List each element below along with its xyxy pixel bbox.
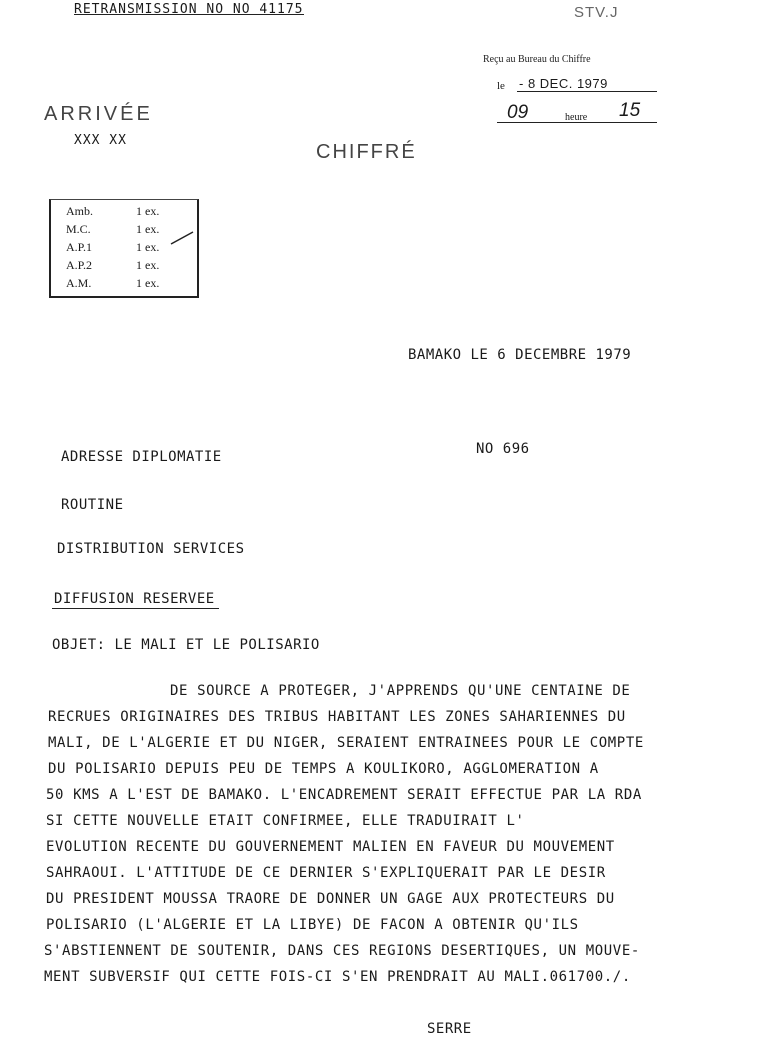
distribution-row: [66, 222, 186, 237]
distribution-dest: M.C.: [66, 222, 91, 236]
body-line: DE SOURCE A PROTEGER, J'APPRENDS QU'UNE CENTAINE DE: [170, 683, 631, 699]
distribution-box: [49, 199, 199, 298]
distribution-row: [66, 240, 186, 255]
arrivee-stamp: ARRIVÉE: [44, 103, 153, 125]
subject-line: OBJET: LE MALI ET LE POLISARIO: [52, 637, 320, 653]
distribution-qty: 1 ex.: [136, 222, 160, 236]
reception-time-line: [497, 102, 657, 126]
distribution-row: [66, 204, 186, 219]
place-and-date: BAMAKO LE 6 DECEMBRE 1979: [408, 347, 632, 363]
chiffre-stamp: CHIFFRÉ: [316, 141, 417, 163]
reception-minutes: 15: [619, 100, 641, 121]
body-line: S'ABSTIENNENT DE SOUTENIR, DANS CES REGIONS DESERTIQUES, UN MOUVE-: [44, 943, 640, 959]
reception-hour-label: heure: [565, 112, 588, 123]
body-line: SI CETTE NOUVELLE ETAIT CONFIRMEE, ELLE TRADUIRAIT L': [46, 813, 525, 829]
distribution-qty: 1 ex.: [136, 240, 160, 254]
priority-line: ROUTINE: [61, 497, 124, 513]
distribution-dest: A.P.1: [66, 240, 93, 254]
reception-date-prefix: le: [497, 80, 505, 92]
check-mark-icon: [169, 230, 195, 248]
body-line: DU PRESIDENT MOUSSA TRAORE DE DONNER UN GAGE AUX PROTECTEURS DU: [46, 891, 615, 907]
body-line: MENT SUBVERSIF QUI CETTE FOIS-CI S'EN PRENDRAIT AU MALI.061700./.: [44, 969, 631, 985]
reception-hour: 09: [507, 102, 529, 123]
signature: SERRE: [427, 1021, 472, 1037]
distribution-row: [66, 276, 186, 291]
body-line: DU POLISARIO DEPUIS PEU DE TEMPS A KOULIKORO, AGGLOMERATION A: [48, 761, 599, 777]
corner-handwritten-mark: STV.J: [574, 4, 619, 21]
diffusion-line: DIFFUSION RESERVEE: [54, 591, 215, 607]
distribution-qty: 1 ex.: [136, 276, 160, 290]
retransmission-header: RETRANSMISSION NO NO 41175: [74, 2, 304, 17]
body-line: SAHRAOUI. L'ATTITUDE DE CE DERNIER S'EXPLIQUERAIT PAR LE DESIR: [46, 865, 606, 881]
arrivee-code: XXX XX: [74, 133, 127, 148]
message-number: NO 696: [476, 441, 530, 457]
body-line: EVOLUTION RECENTE DU GOUVERNEMENT MALIEN EN FAVEUR DU MOUVEMENT: [46, 839, 615, 855]
distribution-dest: A.P.2: [66, 258, 93, 272]
body-line: 50 KMS A L'EST DE BAMAKO. L'ENCADREMENT SERAIT EFFECTUE PAR LA RDA: [46, 787, 642, 803]
distribution-qty: 1 ex.: [136, 204, 160, 218]
address-line: ADRESSE DIPLOMATIE: [61, 449, 222, 465]
distribution-dest: A.M.: [66, 276, 92, 290]
reception-date: - 8 DEC. 1979: [519, 76, 608, 91]
reception-stamp-label: Reçu au Bureau du Chiffre: [483, 54, 591, 65]
body-line: POLISARIO (L'ALGERIE ET LA LIBYE) DE FACON A OBTENIR QU'ILS: [46, 917, 579, 933]
distribution-qty: 1 ex.: [136, 258, 160, 272]
body-line: MALI, DE L'ALGERIE ET DU NIGER, SERAIENT ENTRAINEES POUR LE COMPTE: [48, 735, 644, 751]
distribution-line: DISTRIBUTION SERVICES: [57, 541, 245, 557]
body-line: RECRUES ORIGINAIRES DES TRIBUS HABITANT LES ZONES SAHARIENNES DU: [48, 709, 626, 725]
distribution-dest: Amb.: [66, 204, 93, 218]
distribution-row: [66, 258, 186, 273]
